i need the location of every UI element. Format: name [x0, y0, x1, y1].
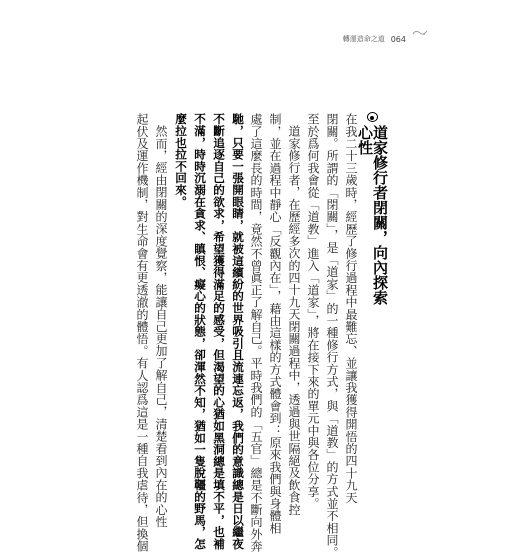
chapter-title: 轉運造命之道: [342, 35, 385, 43]
section-title: 道家修行者閉關，向內探索心性: [356, 125, 389, 306]
text-column: 至於爲何我會從「道教」進入「道家」，將在接下來的單元中與各位分享。: [306, 113, 320, 510]
ornament-icon: [412, 28, 428, 38]
text-column: 制，並在過程中靜心「反觀內在」，藉由這樣的方式體會到：原來我們與身體相: [268, 113, 282, 534]
text-column-emphasis: 不滿，時時沉溺在貪求、瞋恨、癡心的狀態，卻渾然不知，猶如一隻脫韁的野馬，怎: [193, 113, 207, 550]
text-column: 道家修行者，在歷經多次的四十九天閉關過程中，透過與世隔絕及飲食控: [287, 125, 301, 516]
text-column-emphasis: 馳，只要一張開眼睛，就被這繽紛的世界吸引且流連忘返，我們的意識總是日以繼夜: [231, 113, 245, 550]
text-column: 起伏及運作機制，對生命會有更透澈的體悟。有人認爲這是一種自我虐待，但換個: [135, 113, 149, 553]
running-header: [343, 34, 406, 44]
page-number: 064: [390, 34, 406, 44]
text-column-emphasis: 不斷追逐自己的欲求，希望獲得滿足的感受，但渴望的心猶如黑洞總是填不平，也補: [212, 113, 226, 550]
bullet-icon: [367, 112, 378, 122]
text-column: 然而，經由閉關的深度覺察，能讓自己更加了解自己，清楚看到內在的心性: [154, 125, 168, 528]
text-column: 在我二十三歲時，經歷了修行過程中最難忘、並讓我獲得開悟的四十九天: [344, 113, 358, 504]
text-column: 處了這麼長的時間，竟然不曾眞正了解自己。平時我們的「五官」總是不斷向外奔: [249, 113, 263, 553]
text-column-emphasis: 麼拉也拉不回來。: [174, 113, 188, 208]
section-heading: [356, 112, 389, 312]
text-column: 閉關。所謂的「閉關」，是「道家」的一種修行方式，與「道教」的方式並不相同。: [325, 113, 339, 558]
